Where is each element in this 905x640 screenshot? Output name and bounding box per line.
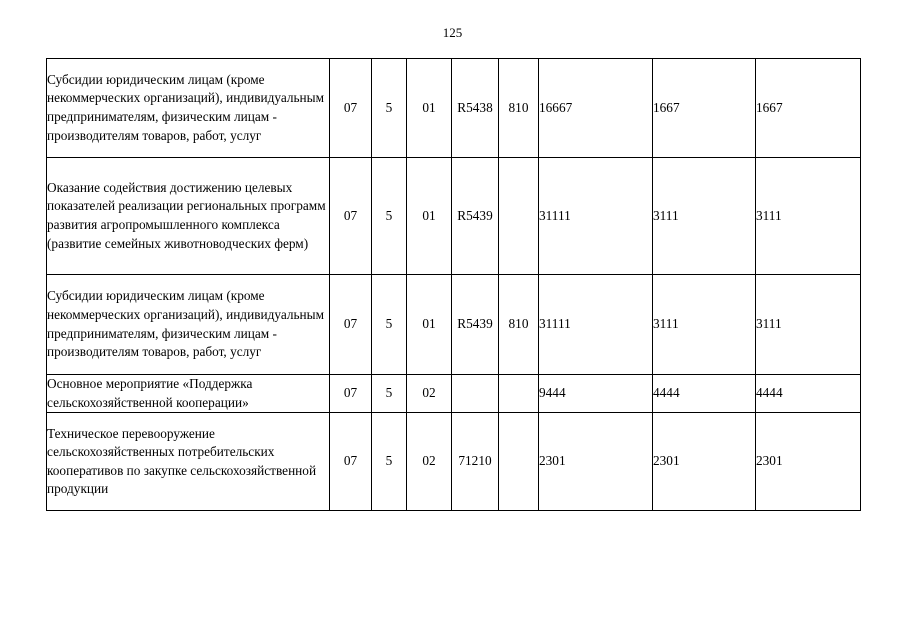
table-row	[47, 158, 861, 275]
expense-type-cell: 810	[499, 275, 539, 375]
program-code-cell: 5	[372, 413, 407, 511]
section-code-cell: 07	[330, 158, 372, 275]
amount-year-1-cell: 31111	[539, 158, 653, 275]
table-row	[47, 59, 861, 158]
expense-name-cell: Оказание содействия достижению целевых показателей реализации региональных программ развития агропромышленного комплекса (развитие семейных животноводческих ферм)	[47, 158, 330, 275]
section-code-cell: 07	[330, 59, 372, 158]
subprogram-code-cell: 02	[407, 375, 452, 413]
table-row	[47, 413, 861, 511]
amount-year-1-cell: 9444	[539, 375, 653, 413]
section-code-cell: 07	[330, 275, 372, 375]
target-article-cell: 71210	[452, 413, 499, 511]
amount-year-2-cell: 4444	[653, 375, 756, 413]
expense-name-cell: Основное мероприятие «Поддержка сельскохозяйственной кооперации»	[47, 375, 330, 413]
program-code-cell: 5	[372, 275, 407, 375]
amount-year-2-cell: 1667	[653, 59, 756, 158]
section-code-cell: 07	[330, 375, 372, 413]
amount-year-1-cell: 2301	[539, 413, 653, 511]
amount-year-1-cell: 16667	[539, 59, 653, 158]
expense-type-cell: 810	[499, 59, 539, 158]
amount-year-2-cell: 2301	[653, 413, 756, 511]
amount-year-2-cell: 3111	[653, 275, 756, 375]
target-article-cell	[452, 375, 499, 413]
amount-year-3-cell: 1667	[756, 59, 861, 158]
amount-year-3-cell: 2301	[756, 413, 861, 511]
target-article-cell: R5439	[452, 275, 499, 375]
amount-year-2-cell: 3111	[653, 158, 756, 275]
expense-type-cell	[499, 158, 539, 275]
expense-type-cell	[499, 413, 539, 511]
amount-year-3-cell: 4444	[756, 375, 861, 413]
program-code-cell: 5	[372, 375, 407, 413]
target-article-cell: R5439	[452, 158, 499, 275]
expense-name-cell: Техническое перевооружение сельскохозяйственных потребительских кооперативов по закупке сельскохозяйственной продукции	[47, 413, 330, 511]
program-code-cell: 5	[372, 59, 407, 158]
page-number: 125	[442, 25, 463, 40]
expense-name-cell: Субсидии юридическим лицам (кроме некоммерческих организаций), индивидуальным предпринимателям, физическим лицам - производителям товаров, работ, услуг	[47, 59, 330, 158]
target-article-cell: R5438	[452, 59, 499, 158]
subprogram-code-cell: 01	[407, 59, 452, 158]
amount-year-3-cell: 3111	[756, 275, 861, 375]
program-code-cell: 5	[372, 158, 407, 275]
subprogram-code-cell: 02	[407, 413, 452, 511]
subprogram-code-cell: 01	[407, 275, 452, 375]
amount-year-3-cell: 3111	[756, 158, 861, 275]
budget-table	[46, 58, 861, 511]
table-row	[47, 375, 861, 413]
expense-type-cell	[499, 375, 539, 413]
subprogram-code-cell: 01	[407, 158, 452, 275]
amount-year-1-cell: 31111	[539, 275, 653, 375]
table-row	[47, 275, 861, 375]
expense-name-cell: Субсидии юридическим лицам (кроме некоммерческих организаций), индивидуальным предпринимателям, физическим лицам - производителям товаров, работ, услуг	[47, 275, 330, 375]
section-code-cell: 07	[330, 413, 372, 511]
